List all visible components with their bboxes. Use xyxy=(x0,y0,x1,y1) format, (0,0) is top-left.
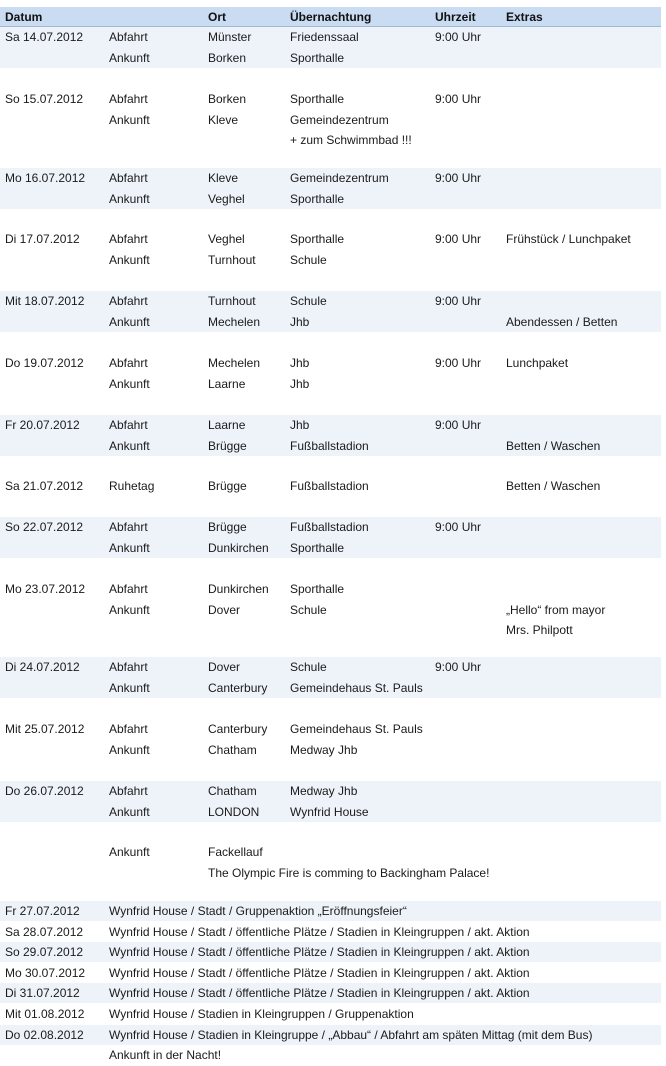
cell-time: 9:00 Uhr xyxy=(435,520,482,534)
cell-time: 9:00 Uhr xyxy=(435,294,482,308)
table-row xyxy=(0,353,661,373)
cell-place: Canterbury xyxy=(208,680,268,695)
summary-text: Wynfrid House / Stadien in Kleingruppe / „Abbau“ / Abfahrt am späten Mittag (mit dem Bus) xyxy=(109,1027,593,1042)
cell-place: Chatham xyxy=(208,784,257,798)
cell-type: Abfahrt xyxy=(109,232,148,246)
cell-time: 9:00 Uhr xyxy=(435,232,482,246)
table-row xyxy=(0,740,661,760)
cell-type: Ankunft xyxy=(109,50,150,65)
summary-text: Ankunft in der Nacht! xyxy=(109,1048,222,1063)
cell-place: Turnhout xyxy=(208,252,256,267)
day-group xyxy=(0,579,661,640)
cell-stay: Friedenssaal xyxy=(290,30,359,44)
cell-type: Abfahrt xyxy=(109,722,148,736)
cell-type: Ankunft xyxy=(109,252,150,267)
cell-stay: Gemeindezentrum xyxy=(290,171,389,185)
table-row xyxy=(0,842,661,862)
cell-place: Dover xyxy=(208,602,241,617)
summary-date: Fr 27.07.2012 xyxy=(5,904,80,918)
column-header-ort: Ort xyxy=(208,10,226,24)
cell-type: Ankunft xyxy=(109,742,150,757)
summary-row xyxy=(0,1045,661,1065)
cell-extra: Betten / Waschen xyxy=(506,479,601,493)
cell-stay: Schule xyxy=(290,294,327,308)
summary-date: Mo 30.07.2012 xyxy=(5,965,86,980)
table-row xyxy=(0,291,661,311)
cell-stay: Gemeindezentrum xyxy=(290,112,389,127)
cell-date: Mit 18.07.2012 xyxy=(5,294,85,308)
cell-extra: Abendessen / Betten xyxy=(506,314,618,329)
cell-place: Veghel xyxy=(208,232,245,246)
cell-stay: Fußballstadion xyxy=(290,479,369,493)
cell-type: Abfahrt xyxy=(109,92,148,106)
cell-stay: Sporthalle xyxy=(290,191,345,206)
cell-type: Ankunft xyxy=(109,376,150,391)
cell-time: 9:00 Uhr xyxy=(435,356,482,370)
table-row xyxy=(0,415,661,435)
table-row xyxy=(0,476,661,496)
cell-stay: Schule xyxy=(290,660,327,674)
cell-stay: Wynfrid House xyxy=(290,804,369,819)
cell-place: Dover xyxy=(208,660,241,674)
cell-stay: Schule xyxy=(290,602,327,617)
day-group xyxy=(0,517,661,558)
summary-row xyxy=(0,1025,661,1045)
cell-date: Di 17.07.2012 xyxy=(5,232,80,246)
summary-row xyxy=(0,983,661,1003)
cell-stay: Jhb xyxy=(290,418,310,432)
summary-row xyxy=(0,963,661,983)
table-row xyxy=(0,130,661,150)
cell-place: Dunkirchen xyxy=(208,540,269,555)
table-row xyxy=(0,781,661,801)
cell-place: Kleve xyxy=(208,171,239,185)
summary-date: Mit 01.08.2012 xyxy=(5,1007,85,1021)
summary-text: Wynfrid House / Stadien in Kleingruppen / Gruppenaktion xyxy=(109,1007,414,1021)
cell-type: Ankunft xyxy=(109,112,150,127)
table-row xyxy=(0,436,661,456)
cell-type: Abfahrt xyxy=(109,418,148,432)
summary-row xyxy=(0,901,661,921)
day-group xyxy=(0,27,661,68)
cell-date: Di 24.07.2012 xyxy=(5,660,80,674)
table-row xyxy=(0,110,661,130)
cell-extra: Lunchpaket xyxy=(506,356,569,370)
cell-place: LONDON xyxy=(208,804,260,819)
summary-text: Wynfrid House / Stadt / Gruppenaktion „Eröffnungsfeier“ xyxy=(109,904,407,918)
table-row xyxy=(0,579,661,599)
cell-type: Ankunft xyxy=(109,438,150,453)
cell-time: 9:00 Uhr xyxy=(435,30,482,44)
cell-date: Mit 25.07.2012 xyxy=(5,722,85,736)
summary-row xyxy=(0,942,661,962)
cell-place: Turnhout xyxy=(208,294,256,308)
cell-time: 9:00 Uhr xyxy=(435,171,482,185)
cell-date: Mo 23.07.2012 xyxy=(5,582,86,596)
day-group xyxy=(0,168,661,209)
cell-place: Mechelen xyxy=(208,314,261,329)
table-row xyxy=(0,600,661,620)
day-group xyxy=(0,781,661,822)
cell-place: Chatham xyxy=(208,742,257,757)
cell-date: Sa 14.07.2012 xyxy=(5,30,84,44)
table-row xyxy=(0,657,661,677)
cell-place: Laarne xyxy=(208,376,246,391)
cell-place: Laarne xyxy=(208,418,246,432)
day-group xyxy=(0,476,661,497)
cell-type: Ankunft xyxy=(109,804,150,819)
cell-extra: Mrs. Philpott xyxy=(506,623,573,637)
cell-time: 9:00 Uhr xyxy=(435,418,482,432)
cell-extra: Frühstück / Lunchpaket xyxy=(506,232,631,246)
column-header-datum: Datum xyxy=(5,10,43,24)
day-group xyxy=(0,229,661,270)
table-row xyxy=(0,250,661,270)
summary-text: Wynfrid House / Stadt / öffentliche Plätze / Stadien in Kleingruppen / akt. Aktion xyxy=(109,965,530,980)
cell-place: Dunkirchen xyxy=(208,582,269,596)
cell-date: Sa 21.07.2012 xyxy=(5,479,84,493)
cell-time: 9:00 Uhr xyxy=(435,92,482,106)
cell-stay: Gemeindehaus St. Pauls xyxy=(290,722,423,736)
cell-stay: Sporthalle xyxy=(290,92,345,106)
cell-type: Abfahrt xyxy=(109,784,148,798)
summary-date: Do 02.08.2012 xyxy=(5,1027,84,1042)
cell-date: So 15.07.2012 xyxy=(5,92,84,106)
cell-place: Fackellauf xyxy=(208,845,263,859)
cell-type: Abfahrt xyxy=(109,660,148,674)
cell-stay: Sporthalle xyxy=(290,232,345,246)
cell-stay: Jhb xyxy=(290,314,310,329)
cell-place: Brügge xyxy=(208,520,247,534)
day-group xyxy=(0,415,661,456)
summary-date: Sa 28.07.2012 xyxy=(5,924,84,939)
table-header xyxy=(0,7,661,27)
day-group xyxy=(0,353,661,394)
table-row xyxy=(0,229,661,249)
cell-type: Abfahrt xyxy=(109,294,148,308)
cell-place: Borken xyxy=(208,92,247,106)
cell-date: Fr 20.07.2012 xyxy=(5,418,80,432)
cell-place: Canterbury xyxy=(208,722,268,736)
summary-text: Wynfrid House / Stadt / öffentliche Plätze / Stadien in Kleingruppen / akt. Aktion xyxy=(109,986,530,1001)
table-row xyxy=(0,312,661,332)
cell-stay: Fußballstadion xyxy=(290,520,369,534)
cell-type: Abfahrt xyxy=(109,520,148,534)
cell-stay: Fußballstadion xyxy=(290,438,369,453)
table-row xyxy=(0,89,661,109)
cell-time: 9:00 Uhr xyxy=(435,660,482,674)
cell-type: Ankunft xyxy=(109,680,150,695)
cell-type: Ankunft xyxy=(109,314,150,329)
day-group xyxy=(0,719,661,760)
cell-place: Münster xyxy=(208,30,252,44)
cell-place: Brügge xyxy=(208,479,247,493)
column-header-uhrzeit: Uhrzeit xyxy=(435,10,476,24)
summary-text: Wynfrid House / Stadt / öffentliche Plätze / Stadien in Kleingruppen / akt. Aktion xyxy=(109,945,530,960)
table-row xyxy=(0,538,661,558)
cell-stay: Sporthalle xyxy=(290,582,345,596)
cell-place: Brügge xyxy=(208,438,247,453)
table-row xyxy=(0,620,661,640)
cell-type: Abfahrt xyxy=(109,356,148,370)
day-group xyxy=(0,291,661,332)
cell-type: Ankunft xyxy=(109,191,150,206)
table-row xyxy=(0,48,661,68)
cell-stay: + zum Schwimmbad !!! xyxy=(290,133,412,147)
cell-type: Abfahrt xyxy=(109,171,148,185)
table-row xyxy=(0,802,661,822)
cell-stay: Medway Jhb xyxy=(290,742,358,757)
summary-text: Wynfrid House / Stadt / öffentliche Plätze / Stadien in Kleingruppen / akt. Aktion xyxy=(109,924,530,939)
cell-stay: Jhb xyxy=(290,356,310,370)
cell-stay: Jhb xyxy=(290,376,310,391)
table-row xyxy=(0,374,661,394)
cell-extra: „Hello“ from mayor xyxy=(506,602,606,617)
summary-row xyxy=(0,922,661,942)
day-group xyxy=(0,89,661,150)
cell-place: Veghel xyxy=(208,191,245,206)
table-row xyxy=(0,517,661,537)
cell-date: Mo 16.07.2012 xyxy=(5,171,86,185)
cell-place: The Olympic Fire is comming to Backingham Palace! xyxy=(208,865,490,880)
cell-extra: Betten / Waschen xyxy=(506,438,601,453)
table-row xyxy=(0,27,661,47)
table-row xyxy=(0,719,661,739)
cell-stay: Gemeindehaus St. Pauls xyxy=(290,680,423,695)
table-row xyxy=(0,678,661,698)
day-group xyxy=(0,842,661,883)
column-header-extras: Extras xyxy=(506,10,543,24)
cell-place: Mechelen xyxy=(208,356,261,370)
summary-date: Di 31.07.2012 xyxy=(5,986,80,1001)
table-row xyxy=(0,863,661,883)
cell-date: Do 26.07.2012 xyxy=(5,784,84,798)
cell-place: Kleve xyxy=(208,112,239,127)
cell-type: Abfahrt xyxy=(109,30,148,44)
summary-row xyxy=(0,1004,661,1024)
cell-type: Ruhetag xyxy=(109,479,155,493)
table-row xyxy=(0,168,661,188)
day-group xyxy=(0,657,661,698)
column-header-uebernachtung: Übernachtung xyxy=(290,10,372,24)
cell-stay: Sporthalle xyxy=(290,540,345,555)
cell-type: Ankunft xyxy=(109,602,150,617)
cell-stay: Schule xyxy=(290,252,327,267)
cell-type: Ankunft xyxy=(109,845,150,859)
cell-stay: Medway Jhb xyxy=(290,784,358,798)
cell-type: Abfahrt xyxy=(109,582,148,596)
cell-stay: Sporthalle xyxy=(290,50,345,65)
summary-date: So 29.07.2012 xyxy=(5,945,84,960)
cell-date: So 22.07.2012 xyxy=(5,520,84,534)
cell-type: Ankunft xyxy=(109,540,150,555)
cell-date: Do 19.07.2012 xyxy=(5,356,84,370)
table-row xyxy=(0,189,661,209)
cell-place: Borken xyxy=(208,50,247,65)
